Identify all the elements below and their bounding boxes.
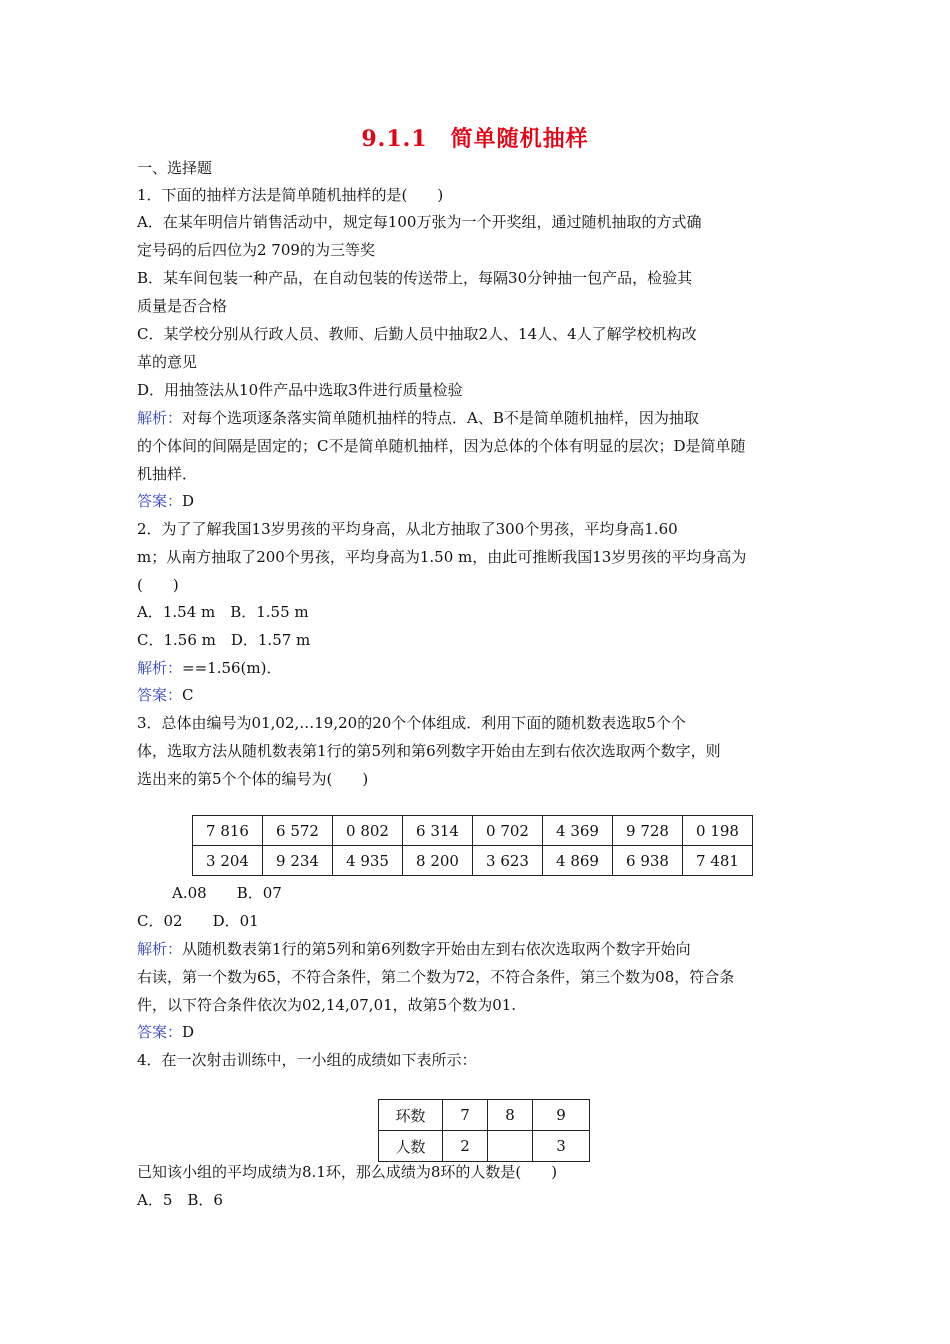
section-heading: 一、选择题 [137,159,213,177]
q3-explanation-line1 [137,939,691,959]
table-cell: 人数 [379,1131,443,1162]
q1-option-d: D．用抽签法从10件产品中选取3件进行质量检验 [137,381,463,399]
q2-stem-line3: ( ) [137,576,179,594]
table-cell: 8 200 [403,846,473,876]
q2-answer [137,685,194,705]
table-cell: 3 623 [473,846,543,876]
q4-stem: 4．在一次射击训练中，一小组的成绩如下表所示： [137,1051,477,1069]
q3-options-ab: A.08 B．07 [172,884,282,902]
q1-explanation-line3: 机抽样． [137,465,198,483]
table-cell: 9 [533,1100,590,1131]
score-table [378,1099,590,1162]
q2-explanation-label: 解析： [137,659,183,677]
q2-explanation-text: ==1.56(m)． [182,659,282,677]
q3-answer-label: 答案： [137,1023,183,1041]
table-cell: 7 816 [193,816,263,846]
q3-explanation-label: 解析： [137,940,183,958]
q2-explanation [137,658,281,678]
q2-options-ab: A．1.54 m B．1.55 m [137,603,309,621]
table-cell: 2 [443,1131,488,1162]
q1-answer [137,491,194,511]
random-number-table [192,815,753,876]
table-cell: 0 802 [333,816,403,846]
table-cell: 3 [533,1131,590,1162]
table-cell: 7 [443,1100,488,1131]
q1-explanation-line2: 的个体间的间隔是固定的；C不是简单随机抽样，因为总体的个体有明显的层次；D是简单随 [137,437,746,455]
q3-answer-value: D [182,1023,195,1041]
q2-answer-value: C [182,686,194,704]
q1-answer-value: D [182,492,195,510]
q1-answer-label: 答案： [137,492,183,510]
table-cell [488,1131,533,1162]
q2-answer-label: 答案： [137,686,183,704]
table-row [379,1100,590,1131]
table-cell: 4 869 [543,846,613,876]
q3-answer [137,1022,194,1042]
q3-explanation-line2: 右读，第一个数为65，不符合条件，第二个数为72，不符合条件，第三个数为08，符合条 [137,968,735,986]
table-cell: 6 314 [403,816,473,846]
q1-option-a-line2: 定号码的后四位为2 709的为三等奖 [137,241,375,259]
q1-explanation-text: 对每个选项逐条落实简单随机抽样的特点．A、B不是简单随机抽样，因为抽取 [182,409,699,427]
table-cell: 0 198 [683,816,753,846]
table-row [193,816,753,846]
q1-option-b-line1: B．某车间包装一种产品，在自动包装的传送带上，每隔30分钟抽一包产品，检验其 [137,269,693,287]
table-row [193,846,753,876]
q3-stem-line3: 选出来的第5个个体的编号为( ) [137,770,369,788]
q4-options-ab: A．5 B．6 [137,1191,223,1209]
table-cell: 4 935 [333,846,403,876]
q1-option-a-line1: A．在某年明信片销售活动中，规定每100万张为一个开奖组，通过随机抽取的方式确 [137,213,702,231]
table-cell: 环数 [379,1100,443,1131]
table-cell: 6 938 [613,846,683,876]
q3-options-cd: C．02 D．01 [137,912,259,930]
table-cell: 6 572 [263,816,333,846]
table-cell: 0 702 [473,816,543,846]
table-cell: 8 [488,1100,533,1131]
table-cell: 9 728 [613,816,683,846]
table-cell: 7 481 [683,846,753,876]
q3-stem-line1: 3．总体由编号为01,02,…19,20的20个个体组成．利用下面的随机数表选取5个个 [137,714,686,732]
table-cell: 4 369 [543,816,613,846]
page-title: 9.1.1 简单随机抽样 [361,126,589,152]
q2-options-cd: C．1.56 m D．1.57 m [137,631,311,649]
table-cell: 9 234 [263,846,333,876]
q3-explanation-text: 从随机数表第1行的第5列和第6列数字开始由左到右依次选取两个数字开始向 [182,940,691,958]
q2-stem-line1: 2．为了了解我国13岁男孩的平均身高，从北方抽取了300个男孩，平均身高1.60 [137,520,678,538]
q1-option-b-line2: 质量是否合格 [137,297,228,315]
q1-option-c-line1: C．某学校分别从行政人员、教师、后勤人员中抽取2人、14人、4人了解学校机构改 [137,325,697,343]
q3-explanation-line3: 件，以下符合条件依次为02,14,07,01，故第5个数为01. [137,996,517,1014]
q3-stem-line2: 体，选取方法从随机数表第1行的第5列和第6列数字开始由左到右依次选取两个数字，则 [137,742,721,760]
table-row [379,1131,590,1162]
q2-stem-line2: m；从南方抽取了200个男孩，平均身高为1.50 m，由此可推断我国13岁男孩的平均身高为 [137,548,747,566]
q1-option-c-line2: 革的意见 [137,353,198,371]
q1-stem: 1．下面的抽样方法是简单随机抽样的是( ) [137,186,444,204]
q4-condition: 已知该小组的平均成绩为8.1环，那么成绩为8环的人数是( ) [137,1163,558,1181]
q1-explanation-line1 [137,408,699,428]
q1-explanation-label: 解析： [137,409,183,427]
table-cell: 3 204 [193,846,263,876]
